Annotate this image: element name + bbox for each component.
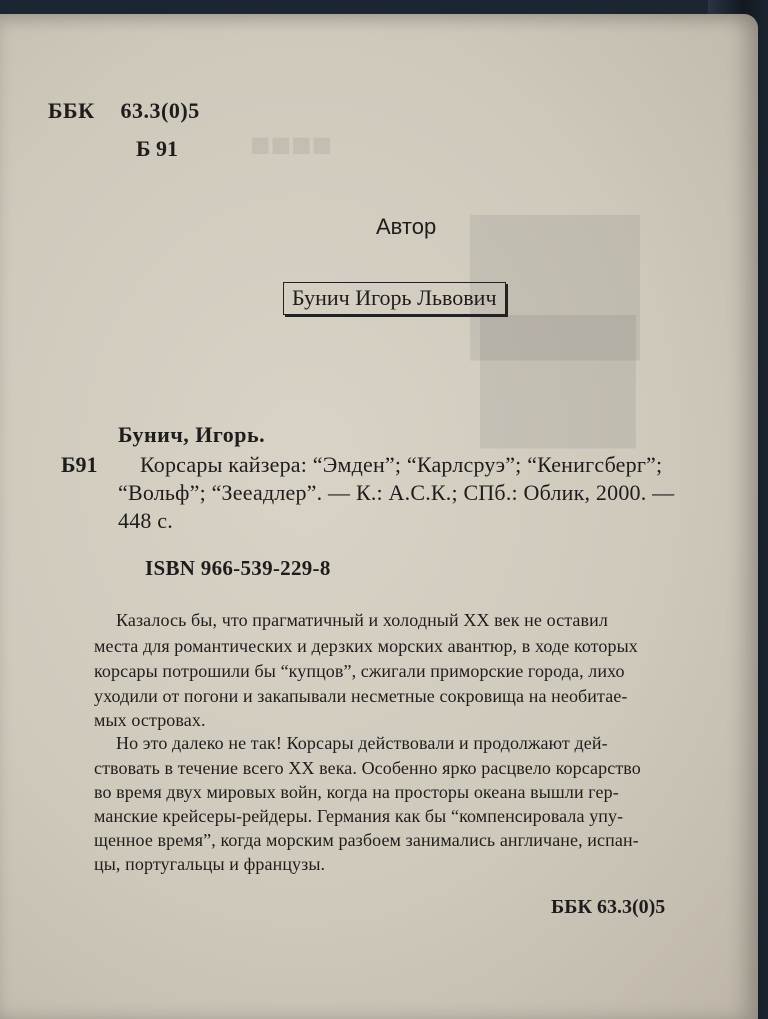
bbk-code: 63.3(0)5 bbox=[120, 98, 200, 123]
bibliography-line: Корсары кайзера: “Эмден”; “Карлсруэ”; “Кенигсберг”; bbox=[140, 452, 663, 477]
bbk-classification bbox=[48, 98, 200, 124]
author-index-code: Б 91 bbox=[136, 136, 179, 161]
bleed-through-decoration: ██ bbox=[480, 316, 636, 439]
annotation-line: во время двух мировых войн, когда на просторы океана вышли гер- bbox=[94, 782, 619, 802]
bibliography-line: “Вольф”; “Зееадлер”. — К.: А.С.К.; СПб.: Облик, 2000. — bbox=[118, 480, 675, 505]
annotation-line: щенное время”, когда морским разбоем занимались англичане, испан- bbox=[94, 830, 639, 850]
annotation-line: Но это далеко не так! Корсары действовали и продолжают дей- bbox=[116, 733, 608, 753]
bibliography-line: 448 с. bbox=[118, 508, 173, 533]
book-page bbox=[0, 14, 758, 1019]
annotation-line: Казалось бы, что прагматичный и холодный XX век не оставил bbox=[116, 610, 608, 630]
author-label: Автор bbox=[376, 214, 437, 239]
bibliography-index: Б91 bbox=[61, 452, 98, 477]
bleed-through-decoration: ██ bbox=[470, 216, 641, 350]
bbk-label: ББК bbox=[48, 98, 95, 123]
annotation-line: манские крейсеры-рейдеры. Германия как бы “компенсировала упу- bbox=[94, 806, 624, 826]
author-name-box: Бунич Игорь Львович bbox=[283, 282, 506, 315]
annotation-line: уходили от погони и закапывали несметные сокровища на необитае- bbox=[94, 686, 628, 706]
bibliography-heading: Бунич, Игорь. bbox=[118, 422, 266, 447]
annotation-line: мых островах. bbox=[94, 710, 206, 730]
bleed-through-decoration: ■■■■ bbox=[250, 126, 333, 164]
annotation-line: ствовать в течение всего XX века. Особенно ярко расцвело корсарство bbox=[94, 758, 641, 778]
annotation-line: корсары потрошили бы “купцов”, сжигали приморские города, лихо bbox=[94, 661, 625, 681]
isbn: ISBN 966-539-229-8 bbox=[145, 556, 331, 580]
annotation-line: места для романтических и дерзких морских авантюр, в ходе которых bbox=[94, 636, 638, 656]
annotation-line: цы, португальцы и французы. bbox=[94, 854, 326, 874]
footer-bbk: ББК 63.3(0)5 bbox=[551, 896, 666, 918]
